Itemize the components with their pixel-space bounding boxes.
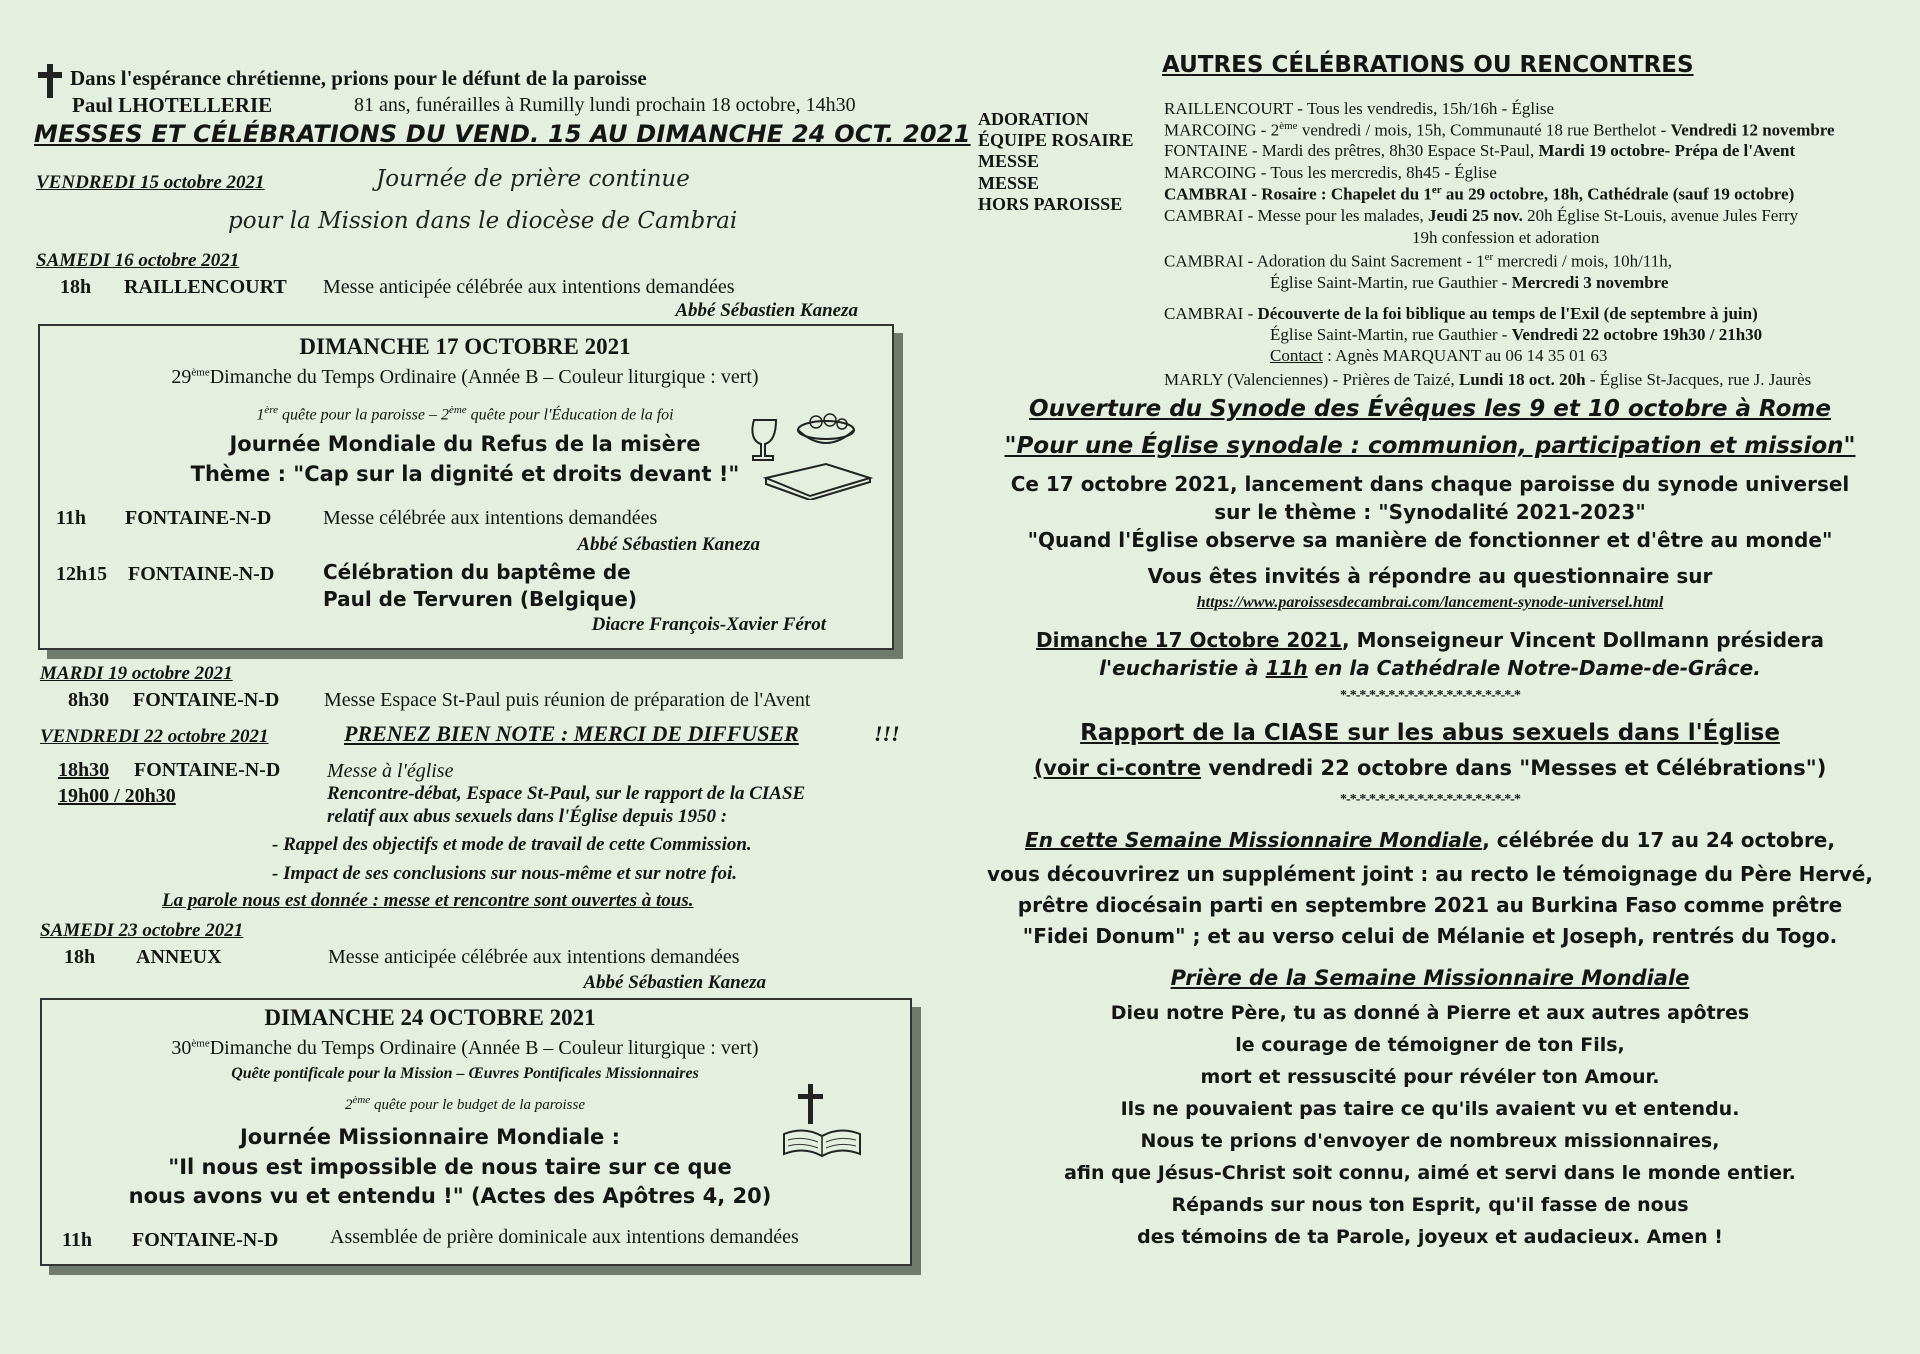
event-time: 18h xyxy=(60,276,92,298)
quete-1-num: 1 xyxy=(256,406,265,424)
other-event-marly xyxy=(1164,370,1811,390)
ciase-title: Rapport de la CIASE sur les abus sexuels dans l'Église xyxy=(1080,720,1780,746)
ciase-subtitle xyxy=(960,756,1900,780)
text: CAMBRAI - Messe pour les malades, xyxy=(1164,206,1428,225)
sup: er xyxy=(1431,184,1442,196)
text: vendredi / mois, 15h, Communauté 18 rue Berthelot - xyxy=(1297,120,1671,140)
priere-line: le courage de témoigner de ton Fils, xyxy=(1235,1034,1625,1056)
sunday-17-title: DIMANCHE 17 OCTOBRE 2021 xyxy=(299,334,631,359)
quote-line-1: "Il nous est impossible de nous taire sur ce que xyxy=(168,1155,732,1179)
quete-2-sup: ème xyxy=(448,404,467,416)
sup: ème xyxy=(1279,120,1298,132)
event-officiant: Abbé Sébastien Kaneza xyxy=(577,534,760,555)
intro-line: Dans l'espérance chrétienne, prions pour le défunt de la paroisse xyxy=(70,66,647,90)
sunday-number-sup: ème xyxy=(191,1037,210,1050)
sunday-24-subtitle-text: Dimanche du Temps Ordinaire (Année B – Couleur liturgique : vert) xyxy=(209,1037,759,1059)
cathedral-line-2 xyxy=(960,656,1900,680)
headline-bang: !!! xyxy=(874,721,900,746)
text: - Église St-Jacques, rue J. Jaurès xyxy=(1585,370,1812,389)
handwritten-line-1: Journée de prière continue xyxy=(376,166,690,192)
date: Lundi 18 oct. 20h xyxy=(1458,370,1586,389)
event-desc: Assemblée de prière dominicale aux intentions demandées xyxy=(330,1226,799,1248)
page-title: MESSES ET CÉLÉBRATIONS DU VEND. 15 AU DIMANCHE 24 OCT. 2021 xyxy=(34,120,971,148)
event-officiant: Abbé Sébastien Kaneza xyxy=(675,300,858,321)
text: MARCOING - 2 xyxy=(1164,120,1280,140)
event-place: RAILLENCOURT xyxy=(124,276,287,298)
date-samedi-16: SAMEDI 16 octobre 2021 xyxy=(36,250,240,271)
other-event-adoration-place xyxy=(1270,273,1668,293)
semaine-line-1 xyxy=(960,828,1900,852)
event-place: FONTAINE-N-D xyxy=(125,507,272,529)
text: l'eucharistie à xyxy=(1099,656,1266,680)
priere-line: des témoins de ta Parole, joyeux et audacieux. Amen ! xyxy=(1137,1226,1723,1248)
sunday-17-subtitle xyxy=(40,366,890,389)
baptism-line-1: Célébration du baptême de xyxy=(323,560,631,584)
quete-2-num: 2 xyxy=(440,406,449,424)
synode-line: Vous êtes invités à répondre au questionnaire sur xyxy=(1147,564,1713,588)
event-desc: Messe anticipée célébrée aux intentions demandées xyxy=(328,946,740,968)
event-place: FONTAINE-N-D xyxy=(133,689,280,711)
semaine-line: "Fidei Donum" ; et au verso celui de Mélanie et Joseph, rentrés du Togo. xyxy=(1022,924,1838,948)
baptism-line-2: Paul de Tervuren (Belgique) xyxy=(323,587,638,611)
text: Découverte de la foi biblique au temps de l'Exil (de septembre à juin) xyxy=(1257,304,1758,323)
quete-2-sup: ème xyxy=(352,1094,371,1106)
sunday-number: 30 xyxy=(171,1037,192,1059)
quote-line-2: nous avons vu et entendu !" (Actes des Apôtres 4, 20) xyxy=(128,1184,772,1208)
other-event-fontaine xyxy=(1164,141,1795,161)
event-time: 18h30 xyxy=(58,759,110,781)
event-time-2: 19h00 / 20h30 xyxy=(58,785,176,807)
date-samedi-23: SAMEDI 23 octobre 2021 xyxy=(40,920,244,941)
priere-line: Dieu notre Père, tu as donné à Pierre et aux autres apôtres xyxy=(1110,1002,1750,1024)
date: Mercredi 3 novembre xyxy=(1511,273,1669,292)
text: FONTAINE - Mardi des prêtres, 8h30 Espace St-Paul, xyxy=(1164,141,1539,160)
quete-pontificale: Quête pontificale pour la Mission – Œuvres Pontificales Missionnaires xyxy=(231,1065,699,1082)
other-event-adoration xyxy=(1164,251,1672,272)
event-place: FONTAINE-N-D xyxy=(132,1229,279,1251)
event-time: 11h xyxy=(62,1229,93,1251)
priere-line: mort et ressuscité pour révéler ton Amour. xyxy=(1200,1066,1660,1088)
text: Église Saint-Martin, rue Gauthier - xyxy=(1270,273,1512,292)
other-event-decouverte xyxy=(1164,304,1758,324)
sunday-17-subtitle-text: Dimanche du Temps Ordinaire (Année B – Couleur liturgique : vert) xyxy=(209,366,759,388)
date-mardi-19: MARDI 19 octobre 2021 xyxy=(40,663,233,684)
deceased-details: 81 ans, funérailles à Rumilly lundi prochain 18 octobre, 14h30 xyxy=(354,94,856,116)
desc-parole: La parole nous est donnée : messe et rencontre sont ouvertes à tous. xyxy=(162,890,694,911)
other-event-confession: 19h confession et adoration xyxy=(1412,228,1600,247)
event-officiant: Abbé Sébastien Kaneza xyxy=(583,972,766,993)
priere-title: Prière de la Semaine Missionnaire Mondiale xyxy=(1170,966,1690,990)
desc-impact: - Impact de ses conclusions sur nous-même et sur notre foi. xyxy=(272,863,738,884)
desc-messe: Messe à l'église xyxy=(327,760,454,782)
text: MARLY (Valenciennes) - Prières de Taizé, xyxy=(1164,370,1459,389)
event-place: FONTAINE-N-D xyxy=(134,759,281,781)
synode-subtitle: "Pour une Église synodale : communion, participation et mission" xyxy=(1004,433,1856,459)
quete-1-sup: ère xyxy=(264,404,278,416)
text: CAMBRAI - Rosaire : Chapelet du 1 xyxy=(1164,184,1432,204)
sunday-number: 29 xyxy=(171,366,192,388)
other-event-contact xyxy=(1270,346,1607,366)
event-time: 11h xyxy=(56,507,87,529)
event-place: ANNEUX xyxy=(136,946,222,968)
stars-divider: *-*-*-*-*-*-*-*-*-*-*-*-*-*-*-*-*-*-* xyxy=(1340,792,1520,807)
text: , Monseigneur Vincent Dollmann présidera xyxy=(1342,628,1824,652)
event-desc: Messe célébrée aux intentions demandées xyxy=(323,507,658,529)
time: 11h xyxy=(1265,656,1308,680)
date: Dimanche 17 Octobre 2021 xyxy=(1036,628,1343,652)
theme-dignite: Thème : "Cap sur la dignité et droits devant !" xyxy=(190,462,740,486)
text: CAMBRAI - Adoration du Saint Sacrement - 1 xyxy=(1164,251,1485,271)
text: Église Saint-Martin, rue Gauthier - xyxy=(1270,325,1512,344)
text: (voir ci-contre xyxy=(1033,756,1202,780)
date: Jeudi 25 nov. xyxy=(1427,206,1523,225)
chalice-bread-icon xyxy=(744,408,874,500)
quete-2-text: quête pour le budget de la paroisse xyxy=(370,1097,586,1113)
text: au 29 octobre, 18h, Cathédrale (sauf 19 octobre) xyxy=(1441,184,1795,204)
journee-refus-misere: Journée Mondiale du Refus de la misère xyxy=(229,432,701,456)
sunday-24-title: DIMANCHE 24 OCTOBRE 2021 xyxy=(264,1005,596,1030)
event-officiant: Diacre François-Xavier Férot xyxy=(591,614,826,635)
cross-icon xyxy=(36,62,64,100)
quete-2-num: 2 xyxy=(344,1097,353,1113)
text: vendredi 22 octobre dans "Messes et Célébrations") xyxy=(1201,756,1827,780)
priere-line: afin que Jésus-Christ soit connu, aimé et servi dans le monde entier. xyxy=(1064,1162,1796,1184)
category-label: MESSE xyxy=(978,151,1040,171)
priere-line: Répands sur nous ton Esprit, qu'il fasse de nous xyxy=(1171,1194,1689,1216)
quete-1-text: quête pour la paroisse – xyxy=(278,406,441,424)
event-place: FONTAINE-N-D xyxy=(128,563,275,585)
text: CAMBRAI - xyxy=(1164,304,1258,323)
synode-line: "Quand l'Église observe sa manière de fonctionner et d'être au monde" xyxy=(1027,528,1833,552)
date: Vendredi 22 octobre 19h30 / 21h30 xyxy=(1511,325,1763,344)
category-label: ÉQUIPE ROSAIRE xyxy=(978,130,1134,150)
category-label: ADORATION xyxy=(978,109,1089,129)
other-event-rosaire xyxy=(1164,184,1794,205)
priere-line: Ils ne pouvaient pas taire ce qu'ils avaient vu et entendu. xyxy=(1120,1098,1740,1120)
text: 20h Église St-Louis, avenue Jules Ferry xyxy=(1522,206,1799,225)
other-event-marcoing-mass: MARCOING - Tous les mercredis, 8h45 - Église xyxy=(1164,163,1497,182)
desc-rappel: - Rappel des objectifs et mode de travail de cette Commission. xyxy=(272,834,752,855)
text: mercredi / mois, 10h/11h, xyxy=(1493,251,1672,271)
desc-relatif: relatif aux abus sexuels dans l'Église depuis 1950 : xyxy=(327,806,728,827)
other-event-malades xyxy=(1164,206,1798,226)
cross-bible-icon xyxy=(778,1082,868,1162)
event-desc: Messe Espace St-Paul puis réunion de préparation de l'Avent xyxy=(324,689,811,711)
deceased-name: Paul LHOTELLERIE xyxy=(72,93,273,117)
date: Vendredi 12 novembre xyxy=(1670,120,1835,140)
date-vendredi-22: VENDREDI 22 octobre 2021 xyxy=(40,726,269,747)
quete-2-text: quête pour l'Éducation de la foi xyxy=(466,406,674,424)
cathedral-line xyxy=(960,628,1900,652)
desc-rencontre: Rencontre-débat, Espace St-Paul, sur le rapport de la CIASE xyxy=(327,783,806,804)
sunday-number-sup: ème xyxy=(191,366,210,379)
date: Mardi 19 octobre- Prépa de l'Avent xyxy=(1538,141,1796,160)
event-time: 18h xyxy=(64,946,96,968)
text: , célébrée du 17 au 24 octobre, xyxy=(1482,828,1835,852)
semaine-line: prêtre diocésain parti en septembre 2021 au Burkina Faso comme prêtre xyxy=(1017,893,1843,917)
synode-line: Ce 17 octobre 2021, lancement dans chaque paroisse du synode universel xyxy=(1010,472,1850,496)
other-event-marcoing xyxy=(1164,120,1835,141)
sup: er xyxy=(1484,251,1494,263)
questionnaire-link[interactable]: https://www.paroissesdecambrai.com/lancement-synode-universel.html xyxy=(1196,594,1664,611)
synode-line: sur le thème : "Synodalité 2021-2023" xyxy=(1214,500,1646,524)
text: : Agnès MARQUANT au 06 14 35 01 63 xyxy=(1322,346,1608,365)
event-time: 8h30 xyxy=(68,689,110,711)
text: En cette Semaine Missionnaire Mondiale xyxy=(1025,828,1483,852)
priere-line: Nous te prions d'envoyer de nombreux missionnaires, xyxy=(1140,1130,1720,1152)
contact-label: Contact xyxy=(1270,346,1323,365)
other-event-decouverte-place xyxy=(1270,325,1762,345)
semaine-line: vous découvrirez un supplément joint : au recto le témoignage du Père Hervé, xyxy=(987,862,1873,886)
journee-missionnaire: Journée Missionnaire Mondiale : xyxy=(239,1125,621,1149)
sunday-24-subtitle xyxy=(40,1037,890,1060)
handwritten-line-2: pour la Mission dans le diocèse de Cambrai xyxy=(228,208,738,234)
text: en la Cathédrale Notre-Dame-de-Grâce. xyxy=(1307,656,1761,680)
category-label: MESSE xyxy=(978,173,1040,193)
other-event-raillencourt: RAILLENCOURT - Tous les vendredis, 15h/16h - Église xyxy=(1164,99,1555,118)
category-label: HORS PAROISSE xyxy=(978,194,1123,214)
synode-title: Ouverture du Synode des Évêques les 9 et 10 octobre à Rome xyxy=(1029,396,1831,422)
event-time: 12h15 xyxy=(56,563,108,585)
date-vendredi-15: VENDREDI 15 octobre 2021 xyxy=(36,172,265,193)
right-title: AUTRES CÉLÉBRATIONS OU RENCONTRES xyxy=(1162,52,1694,78)
quete-budget xyxy=(40,1094,890,1114)
stars-divider: *-*-*-*-*-*-*-*-*-*-*-*-*-*-*-*-*-*-* xyxy=(1340,688,1520,703)
event-desc: Messe anticipée célébrée aux intentions demandées xyxy=(323,276,735,298)
headline-diffuser: PRENEZ BIEN NOTE : MERCI DE DIFFUSER xyxy=(344,721,799,746)
